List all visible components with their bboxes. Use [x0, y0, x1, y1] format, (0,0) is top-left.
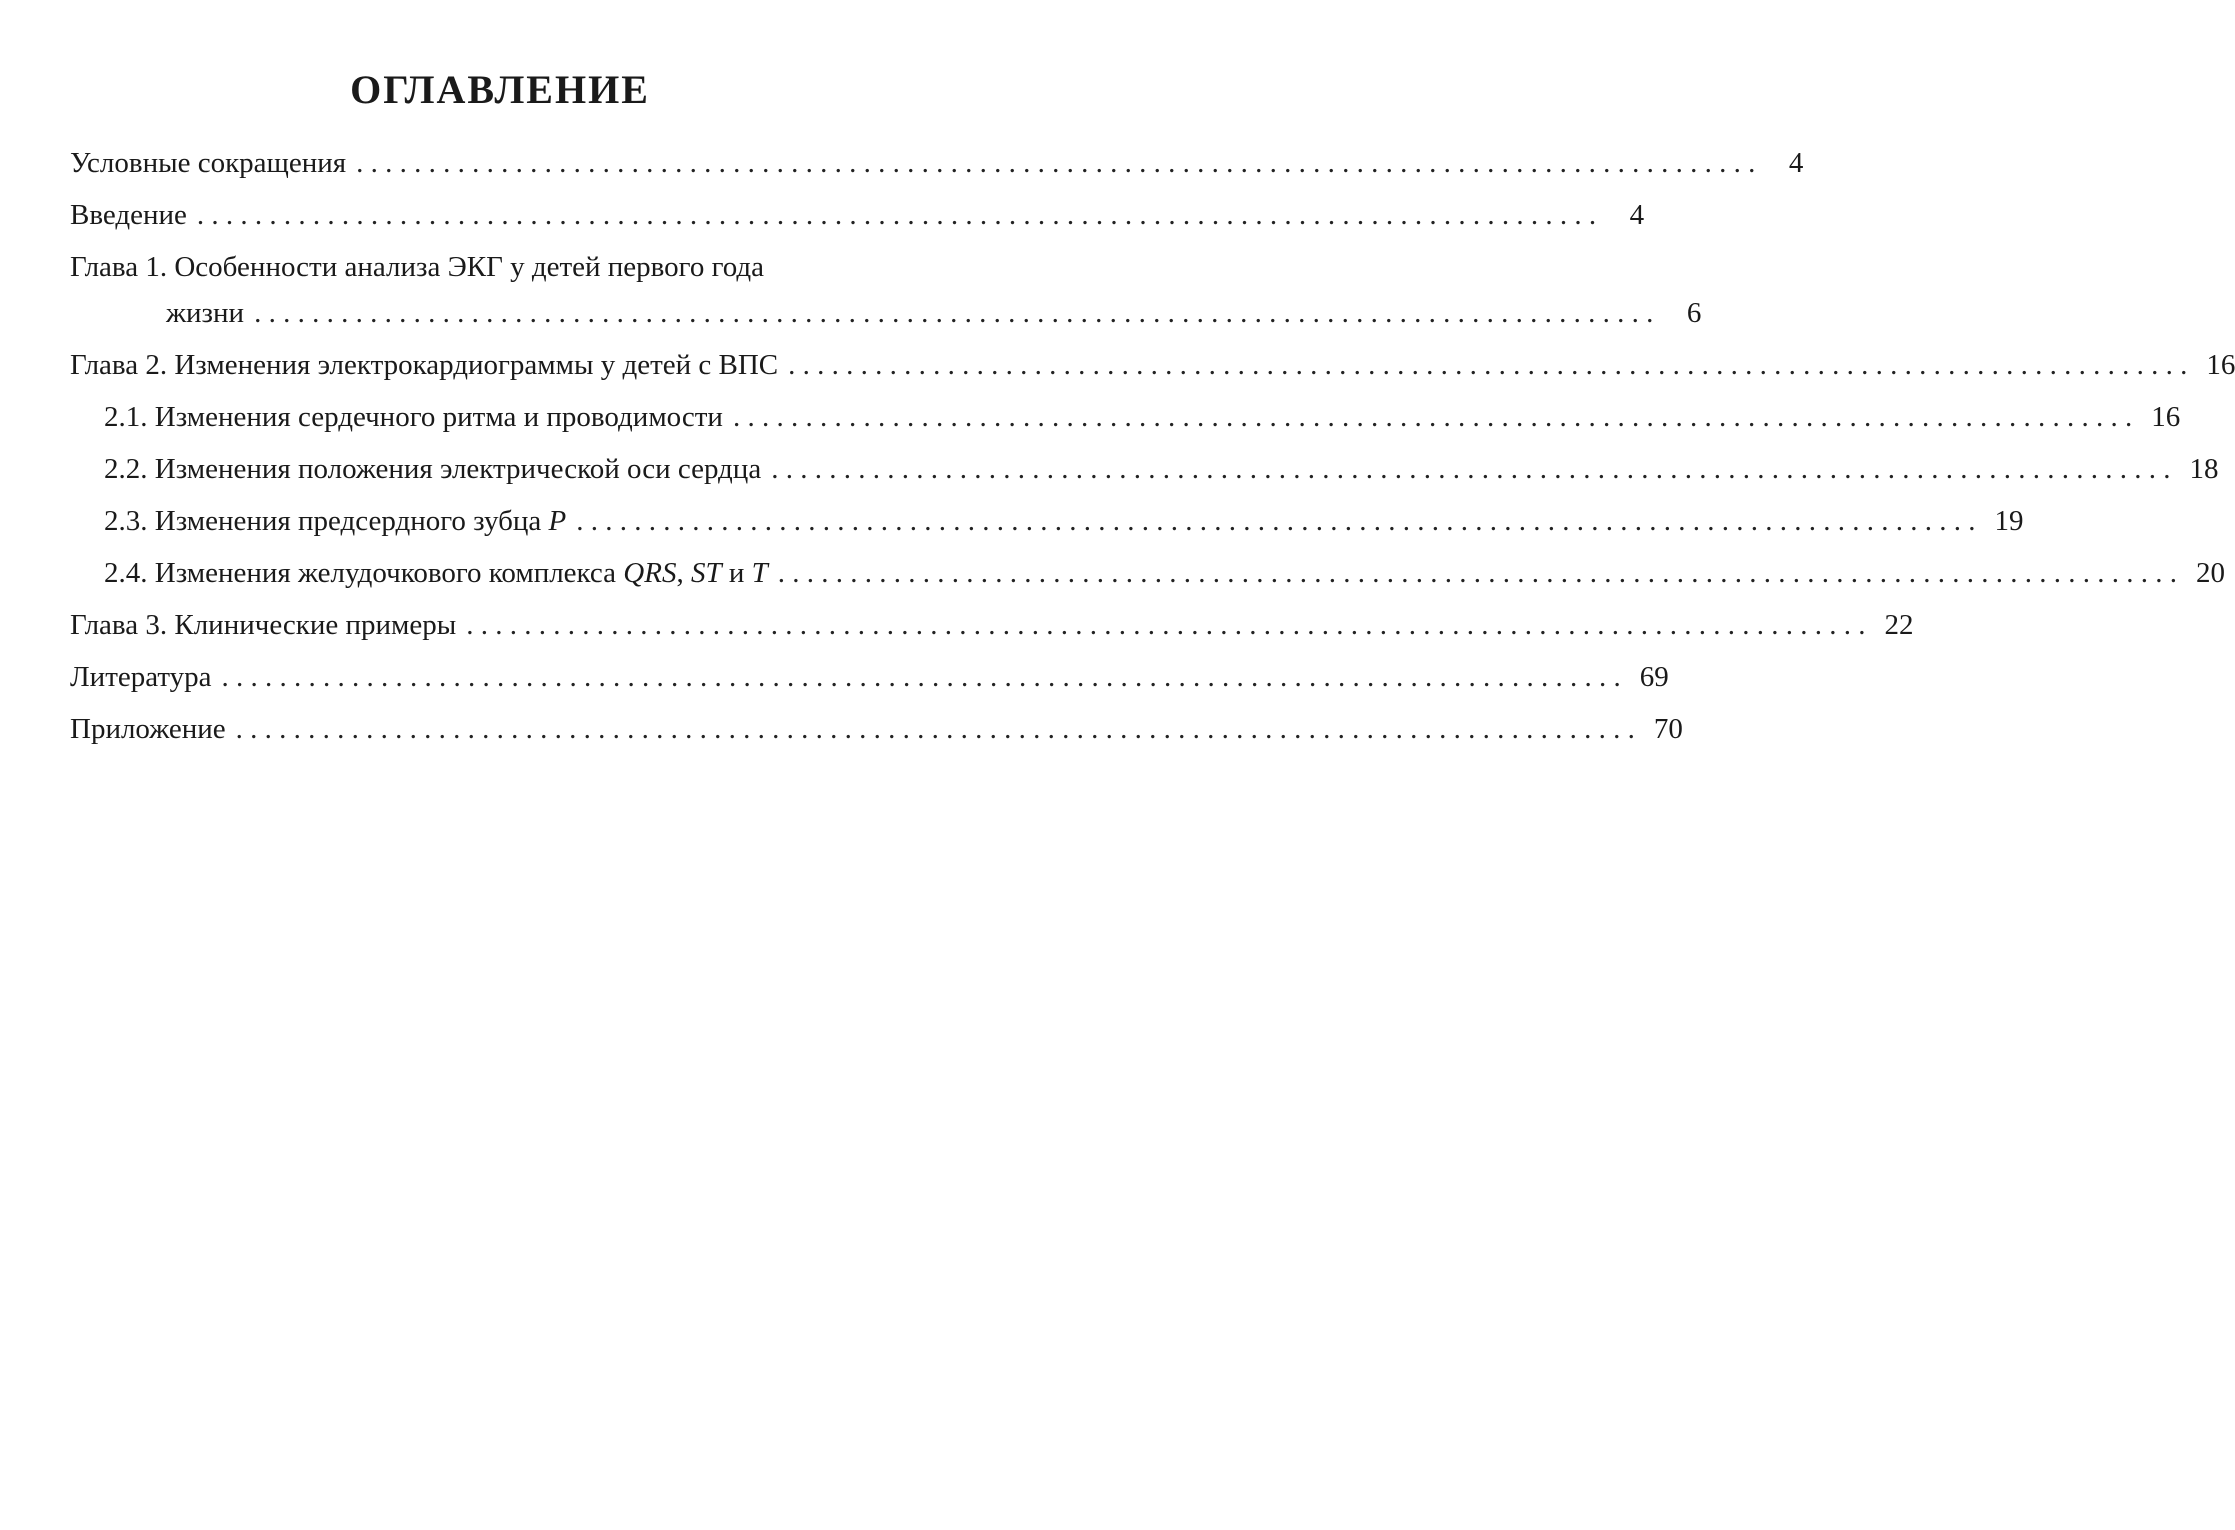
dot-leader	[733, 394, 2132, 440]
toc-entry-abbreviations[interactable]	[70, 140, 1804, 186]
dot-leader	[356, 140, 1755, 186]
toc-page-number: 18	[2189, 453, 2219, 485]
toc-entry-label-separator: ,	[676, 557, 684, 589]
toc-entry-label: Условные сокращения	[70, 147, 347, 179]
toc-entry-label-group	[104, 550, 768, 596]
toc-entry-chapter-3[interactable]	[70, 602, 1914, 648]
toc-entry-label: Глава 2. Изменения электрокардиограммы у детей с ВПС	[70, 349, 779, 381]
dot-leader	[771, 446, 2170, 492]
toc-entry-section-2-3[interactable]	[70, 498, 2024, 544]
toc-entry-label: Введение	[70, 199, 187, 231]
toc-page-number: 22	[1884, 609, 1914, 641]
toc-entry-label: 2.4. Изменения желудочкового комплекса	[104, 557, 617, 589]
toc-page-number: 6	[1686, 297, 1702, 329]
toc-entry-label-italic-st: ST	[690, 557, 722, 589]
dot-leader	[788, 342, 2187, 388]
dot-leader	[222, 654, 1621, 700]
toc-entry-section-2-1[interactable]	[70, 394, 2181, 440]
dot-leader	[236, 706, 1635, 752]
toc-page-number: 19	[1994, 505, 2024, 537]
toc-page-number: 69	[1639, 661, 1669, 693]
dot-leader	[778, 550, 2177, 596]
table-of-contents	[70, 140, 2235, 758]
toc-entry-chapter-1[interactable]	[70, 244, 1702, 336]
toc-page-number: 70	[1653, 713, 1683, 745]
toc-entry-label-italic: P	[548, 505, 567, 537]
dot-leader	[466, 602, 1865, 648]
dot-leader	[197, 192, 1596, 238]
toc-page-number: 4	[1629, 199, 1645, 231]
toc-page-number: 16	[2206, 349, 2235, 381]
dot-leader	[254, 290, 1653, 336]
toc-entry-chapter-2[interactable]	[70, 342, 2235, 388]
page-title: ОГЛАВЛЕНИЕ	[350, 67, 650, 112]
toc-page-number: 16	[2151, 401, 2181, 433]
toc-entry-label: Глава 1. Особенности анализа ЭКГ у детей первого года	[70, 251, 765, 283]
toc-entry-introduction[interactable]	[70, 192, 1645, 238]
toc-entry-section-2-2[interactable]	[70, 446, 2219, 492]
dot-leader	[576, 498, 1975, 544]
toc-entry-appendix[interactable]	[70, 706, 1683, 752]
toc-entry-label-conjunction: и	[728, 557, 745, 589]
toc-entry-label: 2.2. Изменения положения электрической оси сердца	[104, 453, 762, 485]
toc-entry-label-continuation: жизни	[166, 297, 245, 329]
toc-page-number: 4	[1788, 147, 1804, 179]
toc-entry-label-italic-qrs: QRS	[623, 557, 677, 589]
toc-entry-label: Приложение	[70, 713, 226, 745]
toc-entry-label-group	[104, 498, 566, 544]
toc-entry-label: 2.1. Изменения сердечного ритма и проводимости	[104, 401, 723, 433]
toc-page-number: 20	[2196, 557, 2226, 589]
toc-entry-label: Глава 3. Клинические примеры	[70, 609, 457, 641]
toc-entry-label: Литература	[70, 661, 212, 693]
toc-entry-references[interactable]	[70, 654, 1669, 700]
toc-entry-section-2-4[interactable]	[70, 550, 2226, 596]
toc-entry-label: 2.3. Изменения предсердного зубца	[104, 505, 542, 537]
toc-entry-label-italic-t: T	[751, 557, 768, 589]
